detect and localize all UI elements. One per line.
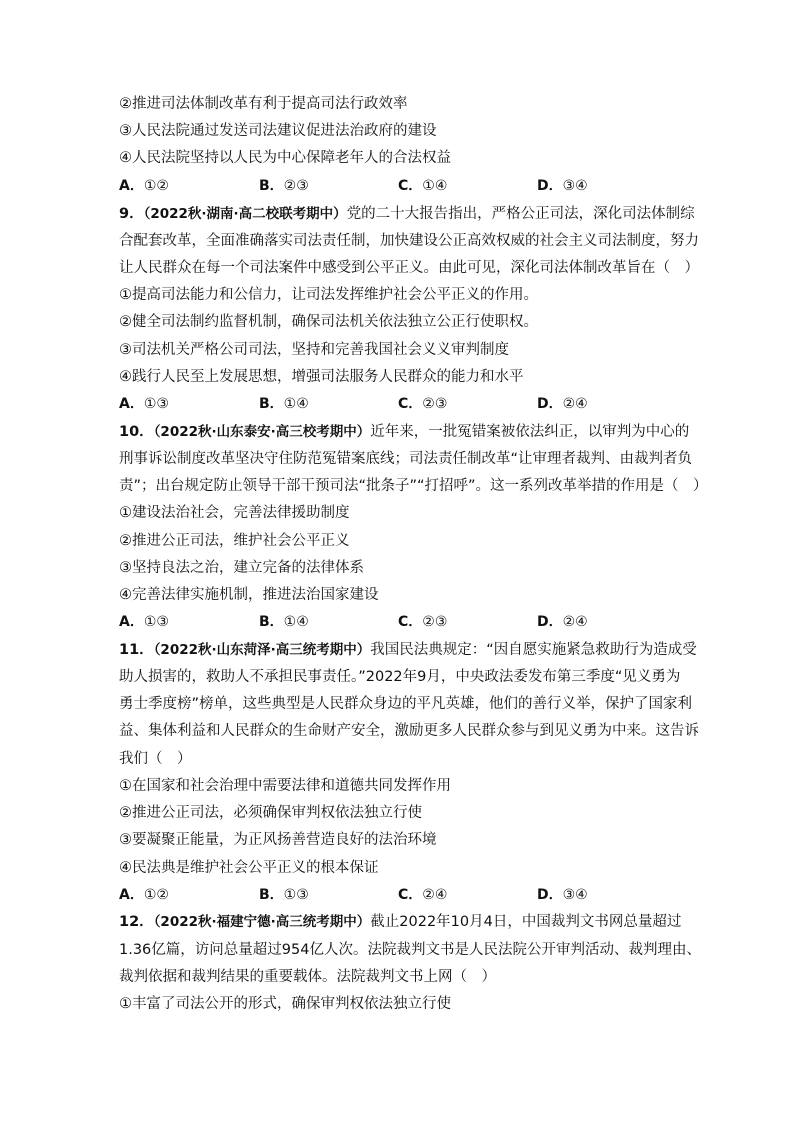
option-line: ①建设法治社会，完善法律援助制度 xyxy=(119,505,350,521)
question-number: 11． xyxy=(119,642,154,658)
choice-letter: B． xyxy=(259,614,284,630)
option-line: ②健全司法制约监督机制，确保司法机关依法独立公正行使职权。 xyxy=(119,314,538,330)
choice-letter: A． xyxy=(119,887,144,903)
choice-letter: C． xyxy=(398,614,423,630)
option-line: ①在国家和社会治理中需要法律和道德共同发挥作用 xyxy=(119,778,451,794)
option-line: ①丰富了司法公开的形式，确保审判权依法独立行使 xyxy=(119,996,451,1012)
choice-a: ①③ xyxy=(143,396,169,412)
question-text: 我们（ ） xyxy=(119,751,192,767)
question-text: 合配套改革，全面准确落实司法责任制，加快建设公正高效权威的社会主义司法制度，努力 xyxy=(119,233,699,249)
option-line: ②推进公正司法，必须确保审判权依法独立行使 xyxy=(119,805,422,821)
question-source: （2022秋·湖南·高二校联考期中） xyxy=(143,206,347,222)
answer-choices-q9 xyxy=(119,394,679,414)
question-number: 9． xyxy=(119,206,144,222)
answer-choices-q8 xyxy=(119,176,679,196)
question-source: （2022秋·山东泰安·高三校考期中） xyxy=(153,424,371,440)
question-text: 勇士季度榜”榜单，这些典型是人民群众身边的平凡英雄，他们的善行义举，保护了国家利 xyxy=(119,696,693,712)
choice-letter: A． xyxy=(119,178,144,194)
question-text: 益、集体利益和人民群众的生命财产安全，激励更多人民群众参与到见义勇为中来。这告诉 xyxy=(119,723,699,739)
choice-a: ①② xyxy=(143,887,169,903)
choice-letter: A． xyxy=(119,396,144,412)
choice-letter: A． xyxy=(119,614,144,630)
option-line: ③坚持良法之治，建立完备的法律体系 xyxy=(119,560,364,576)
choice-b: ①④ xyxy=(283,396,309,412)
option-line: ④践行人民至上发展思想，增强司法服务人民群众的能力和水平 xyxy=(119,369,524,385)
answer-choices-q11 xyxy=(119,885,679,905)
choice-d: ②④ xyxy=(562,614,588,630)
question-number: 10． xyxy=(119,424,154,440)
choice-c: ②③ xyxy=(422,614,448,630)
option-line: ③要凝聚正能量，为正风扬善营造良好的法治环境 xyxy=(119,832,437,848)
question-text: 裁判依据和裁判结果的重要载体。法院裁判文书上网（ ） xyxy=(119,969,496,985)
choice-c: ①④ xyxy=(422,178,448,194)
choice-c: ②③ xyxy=(422,396,448,412)
choice-letter: D． xyxy=(537,614,563,630)
answer-choices-q10 xyxy=(119,612,679,632)
choice-d: ③④ xyxy=(562,887,588,903)
question-9-stem xyxy=(119,204,695,224)
question-12-stem xyxy=(119,912,681,932)
question-text: 责”；出台规定防止领导干部干预司法“批条子”“打招呼”。这一系列改革举措的作用是（ ） xyxy=(119,478,708,494)
question-text: 助人损害的，救助人不承担民事责任。”2022年9月，中央政法委发布第三季度“见义勇为 xyxy=(119,669,681,685)
choice-d: ③④ xyxy=(562,178,588,194)
option-line: ④民法典是维护社会公平正义的根本保证 xyxy=(119,860,379,876)
option-line: ④完善法律实施机制，推进法治国家建设 xyxy=(119,587,379,603)
question-text: 近年来，一批冤错案被依法纠正，以审判为中心的 xyxy=(370,424,690,440)
question-source: （2022秋·福建宁德·高三统考期中） xyxy=(153,914,371,930)
choice-letter: B． xyxy=(259,887,284,903)
option-line: ①提高司法能力和公信力，让司法发挥维护社会公平正义的作用。 xyxy=(119,287,538,303)
question-source: （2022秋·山东菏泽·高三统考期中） xyxy=(153,642,371,658)
choice-letter: D． xyxy=(537,887,563,903)
option-line: ②推进公正司法，维护社会公平正义 xyxy=(119,533,350,549)
choice-d: ②④ xyxy=(562,396,588,412)
option-line: ③人民法院通过发送司法建议促进法治政府的建设 xyxy=(119,123,437,139)
choice-letter: D． xyxy=(537,396,563,412)
choice-a: ①② xyxy=(143,178,169,194)
choice-letter: C． xyxy=(398,178,423,194)
choice-letter: B． xyxy=(259,178,284,194)
option-line: ②推进司法体制改革有利于提高司法行政效率 xyxy=(119,96,408,112)
choice-a: ①③ xyxy=(143,614,169,630)
question-text: 让人民群众在每一个司法案件中感受到公平正义。由此可见，深化司法体制改革旨在（ ） xyxy=(119,260,699,276)
option-line: ③司法机关严格公司司法，坚持和完善我国社会义义审判制度 xyxy=(119,342,509,358)
choice-letter: B． xyxy=(259,396,284,412)
question-text: 党的二十大报告指出，严格公正司法，深化司法体制综 xyxy=(346,206,695,222)
choice-letter: D． xyxy=(537,178,563,194)
question-number: 12． xyxy=(119,914,154,930)
question-text: 1.36亿篇，访问总量超过954亿人次。法院裁判文书是人民法院公开审判活动、裁判理由、 xyxy=(119,942,701,958)
question-text: 刑事诉讼制度改革坚决守住防范冤错案底线；司法责任制改革“让审理者裁判、由裁判者负 xyxy=(119,451,693,467)
choice-b: ①③ xyxy=(283,887,309,903)
question-text: 截止2022年10月4日，中国裁判文书网总量超过 xyxy=(370,914,682,930)
choice-b: ②③ xyxy=(283,178,309,194)
question-11-stem xyxy=(119,640,697,660)
choice-letter: C． xyxy=(398,887,423,903)
question-text: 我国民法典规定：“因自愿实施紧急救助行为造成受 xyxy=(370,642,697,658)
option-line: ④人民法院坚持以人民为中心保障老年人的合法权益 xyxy=(119,150,451,166)
choice-letter: C． xyxy=(398,396,423,412)
question-10-stem xyxy=(119,422,689,442)
choice-c: ②④ xyxy=(422,887,448,903)
choice-b: ①④ xyxy=(283,614,309,630)
